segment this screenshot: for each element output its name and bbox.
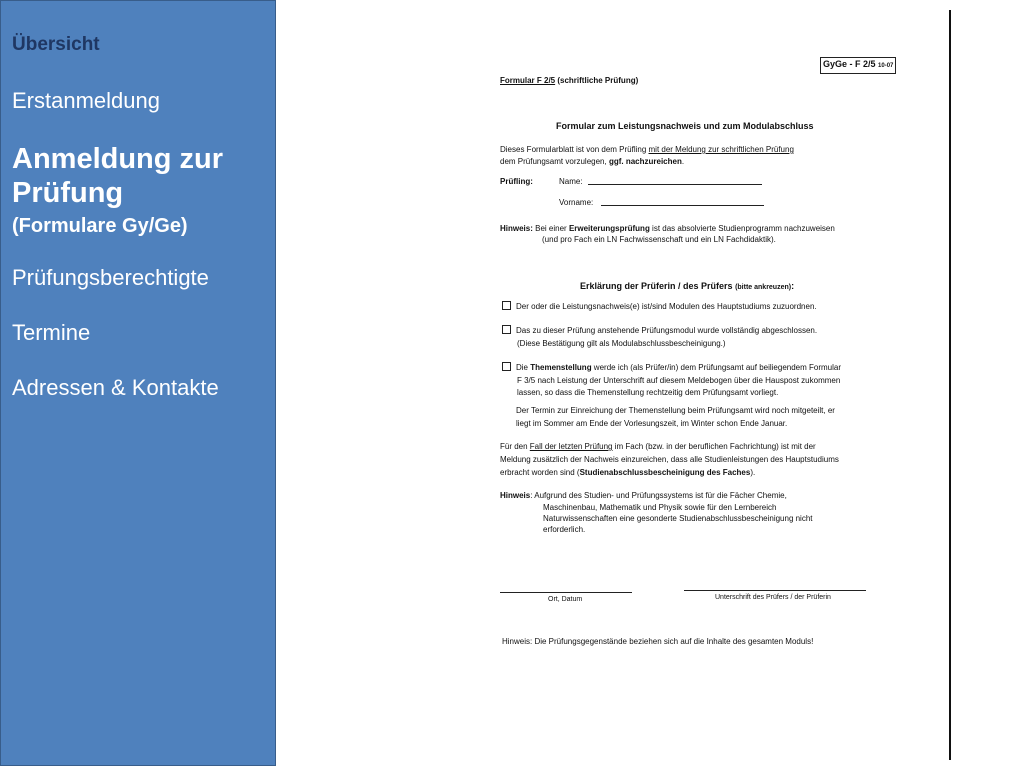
check-item-3: [502, 362, 841, 373]
checkbox-3[interactable]: [502, 362, 511, 371]
checkbox-2[interactable]: [502, 325, 511, 334]
form-title: Formular zum Leistungsnachweis und zum Modulabschluss: [556, 121, 814, 131]
candidate-label: Prüfling:: [500, 177, 533, 186]
form-code: GyGe - F 2/5: [823, 59, 876, 69]
intro-line-1: [500, 144, 794, 155]
form-header: [500, 75, 638, 86]
last-exam-bold: Studienabschlussbescheinigung des Faches: [579, 468, 751, 477]
intro-line-2: [500, 156, 684, 167]
nav-item-exam-registration-subtitle[interactable]: (Formulare Gy/Ge): [12, 215, 188, 237]
check-item-1: [502, 301, 817, 312]
nav-item-examiners[interactable]: Prüfungsberechtigte: [12, 265, 209, 290]
note1-text: Bei einer: [535, 224, 569, 233]
intro-text: .: [681, 157, 685, 166]
last-exam-line-2: Meldung zusätzlich der Nachweis einzureichen, dass alle Studienleistungen des Hauptstudiums: [500, 455, 839, 464]
last-exam-text: Für den: [500, 442, 530, 451]
signature-label: Unterschrift des Prüfers / der Prüferin: [715, 594, 831, 601]
check-item-1-text: Der oder die Leistungsnachweis(e) ist/sind Modulen des Hauptstudiums zuzuordnen.: [516, 302, 817, 311]
check-item-3-line-2: F 3/5 nach Leistung der Unterschrift auf diesem Meldebogen über die Hauspost zukommen: [517, 376, 841, 385]
note2-line-3: Naturwissenschaften eine gesonderte Studienabschlussbescheinigung nicht: [543, 514, 813, 523]
signature-line[interactable]: [684, 590, 866, 591]
check-item-3-text: werde ich (als Prüfer/in) dem Prüfungsamt auf beiliegendem Formular: [591, 363, 842, 372]
declaration-colon: :: [791, 281, 795, 291]
note1-line-2: (und pro Fach ein LN Fachwissenschaft und ein LN Fachdidaktik).: [542, 235, 776, 244]
scan-edge-line: [949, 10, 951, 760]
last-exam-text: im Fach (bzw. in der beruflichen Fachrichtung) ist mit der: [612, 442, 816, 451]
declaration-hint: (bitte ankreuzen): [735, 284, 792, 291]
note1-label: Hinweis:: [500, 224, 533, 233]
nav-item-contacts[interactable]: Adressen & Kontakte: [12, 375, 219, 400]
declaration-title: [580, 281, 794, 293]
note2-label: Hinweis: [500, 491, 531, 500]
deadline-line-2: liegt im Sommer am Ende der Vorlesungszeit, im Winter schon Ende Januar.: [516, 419, 788, 428]
place-date-line[interactable]: [500, 592, 632, 593]
note2-line-4: erforderlich.: [543, 525, 586, 534]
nav-item-exam-registration[interactable]: Anmeldung zur Prüfung: [12, 143, 224, 209]
note1-bold: Erweiterungsprüfung: [568, 224, 650, 233]
name-field-line[interactable]: [588, 184, 762, 185]
intro-text: Dieses Formularblatt ist von dem Prüfling: [500, 145, 649, 154]
intro-bold: ggf. nachzureichen: [608, 157, 682, 166]
form-code-box: [820, 57, 896, 74]
note1-text: ist das absolvierte Studienprogramm nachzuweisen: [649, 224, 835, 233]
intro-text: dem Prüfungsamt vorzulegen,: [500, 157, 609, 166]
form-code-version: 10-07: [878, 63, 894, 69]
firstname-label: Vorname:: [559, 198, 594, 207]
note1-line-1: [500, 223, 835, 234]
intro-underlined: mit der Meldung zur schriftlichen Prüfung: [648, 145, 794, 154]
place-date-label: Ort, Datum: [548, 596, 583, 603]
nav-item-first-registration[interactable]: Erstanmeldung: [12, 88, 160, 113]
name-label: Name:: [559, 177, 583, 186]
check-item-3-bold: Themenstellung: [530, 363, 592, 372]
note2-line-1: [500, 490, 787, 501]
firstname-field-line[interactable]: [601, 205, 764, 206]
last-exam-text: ).: [750, 468, 756, 477]
check-item-2-text: Das zu dieser Prüfung anstehende Prüfungsmodul wurde vollständig abgeschlossen.: [516, 326, 818, 335]
form-type: (schriftliche Prüfung): [557, 76, 639, 85]
check-item-3-line-3: lassen, so dass die Themenstellung rechtzeitig dem Prüfungsamt vorliegt.: [517, 388, 779, 397]
form-name: Formular F 2/5: [500, 76, 556, 85]
note2-line-2: Maschinenbau, Mathematik und Physik sowie für den Lernbereich: [543, 503, 777, 512]
last-exam-underlined: Fall der letzten Prüfung: [529, 442, 613, 451]
checkbox-1[interactable]: [502, 301, 511, 310]
last-exam-line-1: [500, 441, 816, 452]
check-item-3-text: Die: [516, 363, 531, 372]
last-exam-text: erbracht worden sind (: [500, 468, 580, 477]
note2-text: : Aufgrund des Studien- und Prüfungssystems ist für die Fächer Chemie,: [530, 491, 787, 500]
check-item-2-line-2: (Diese Bestätigung gilt als Modulabschlussbescheinigung.): [517, 339, 726, 348]
declaration-title-text: Erklärung der Prüferin / des Prüfers: [580, 281, 733, 291]
nav-item-dates[interactable]: Termine: [12, 320, 91, 345]
check-item-2: [502, 325, 817, 336]
footer-note: Hinweis: Die Prüfungsgegenstände beziehen sich auf die Inhalte des gesamten Moduls!: [502, 637, 814, 646]
deadline-line-1: Der Termin zur Einreichung der Themenstellung beim Prüfungsamt wird noch mitgeteilt, er: [516, 406, 835, 415]
nav-item-overview[interactable]: Übersicht: [12, 34, 100, 55]
last-exam-line-3: [500, 467, 755, 478]
